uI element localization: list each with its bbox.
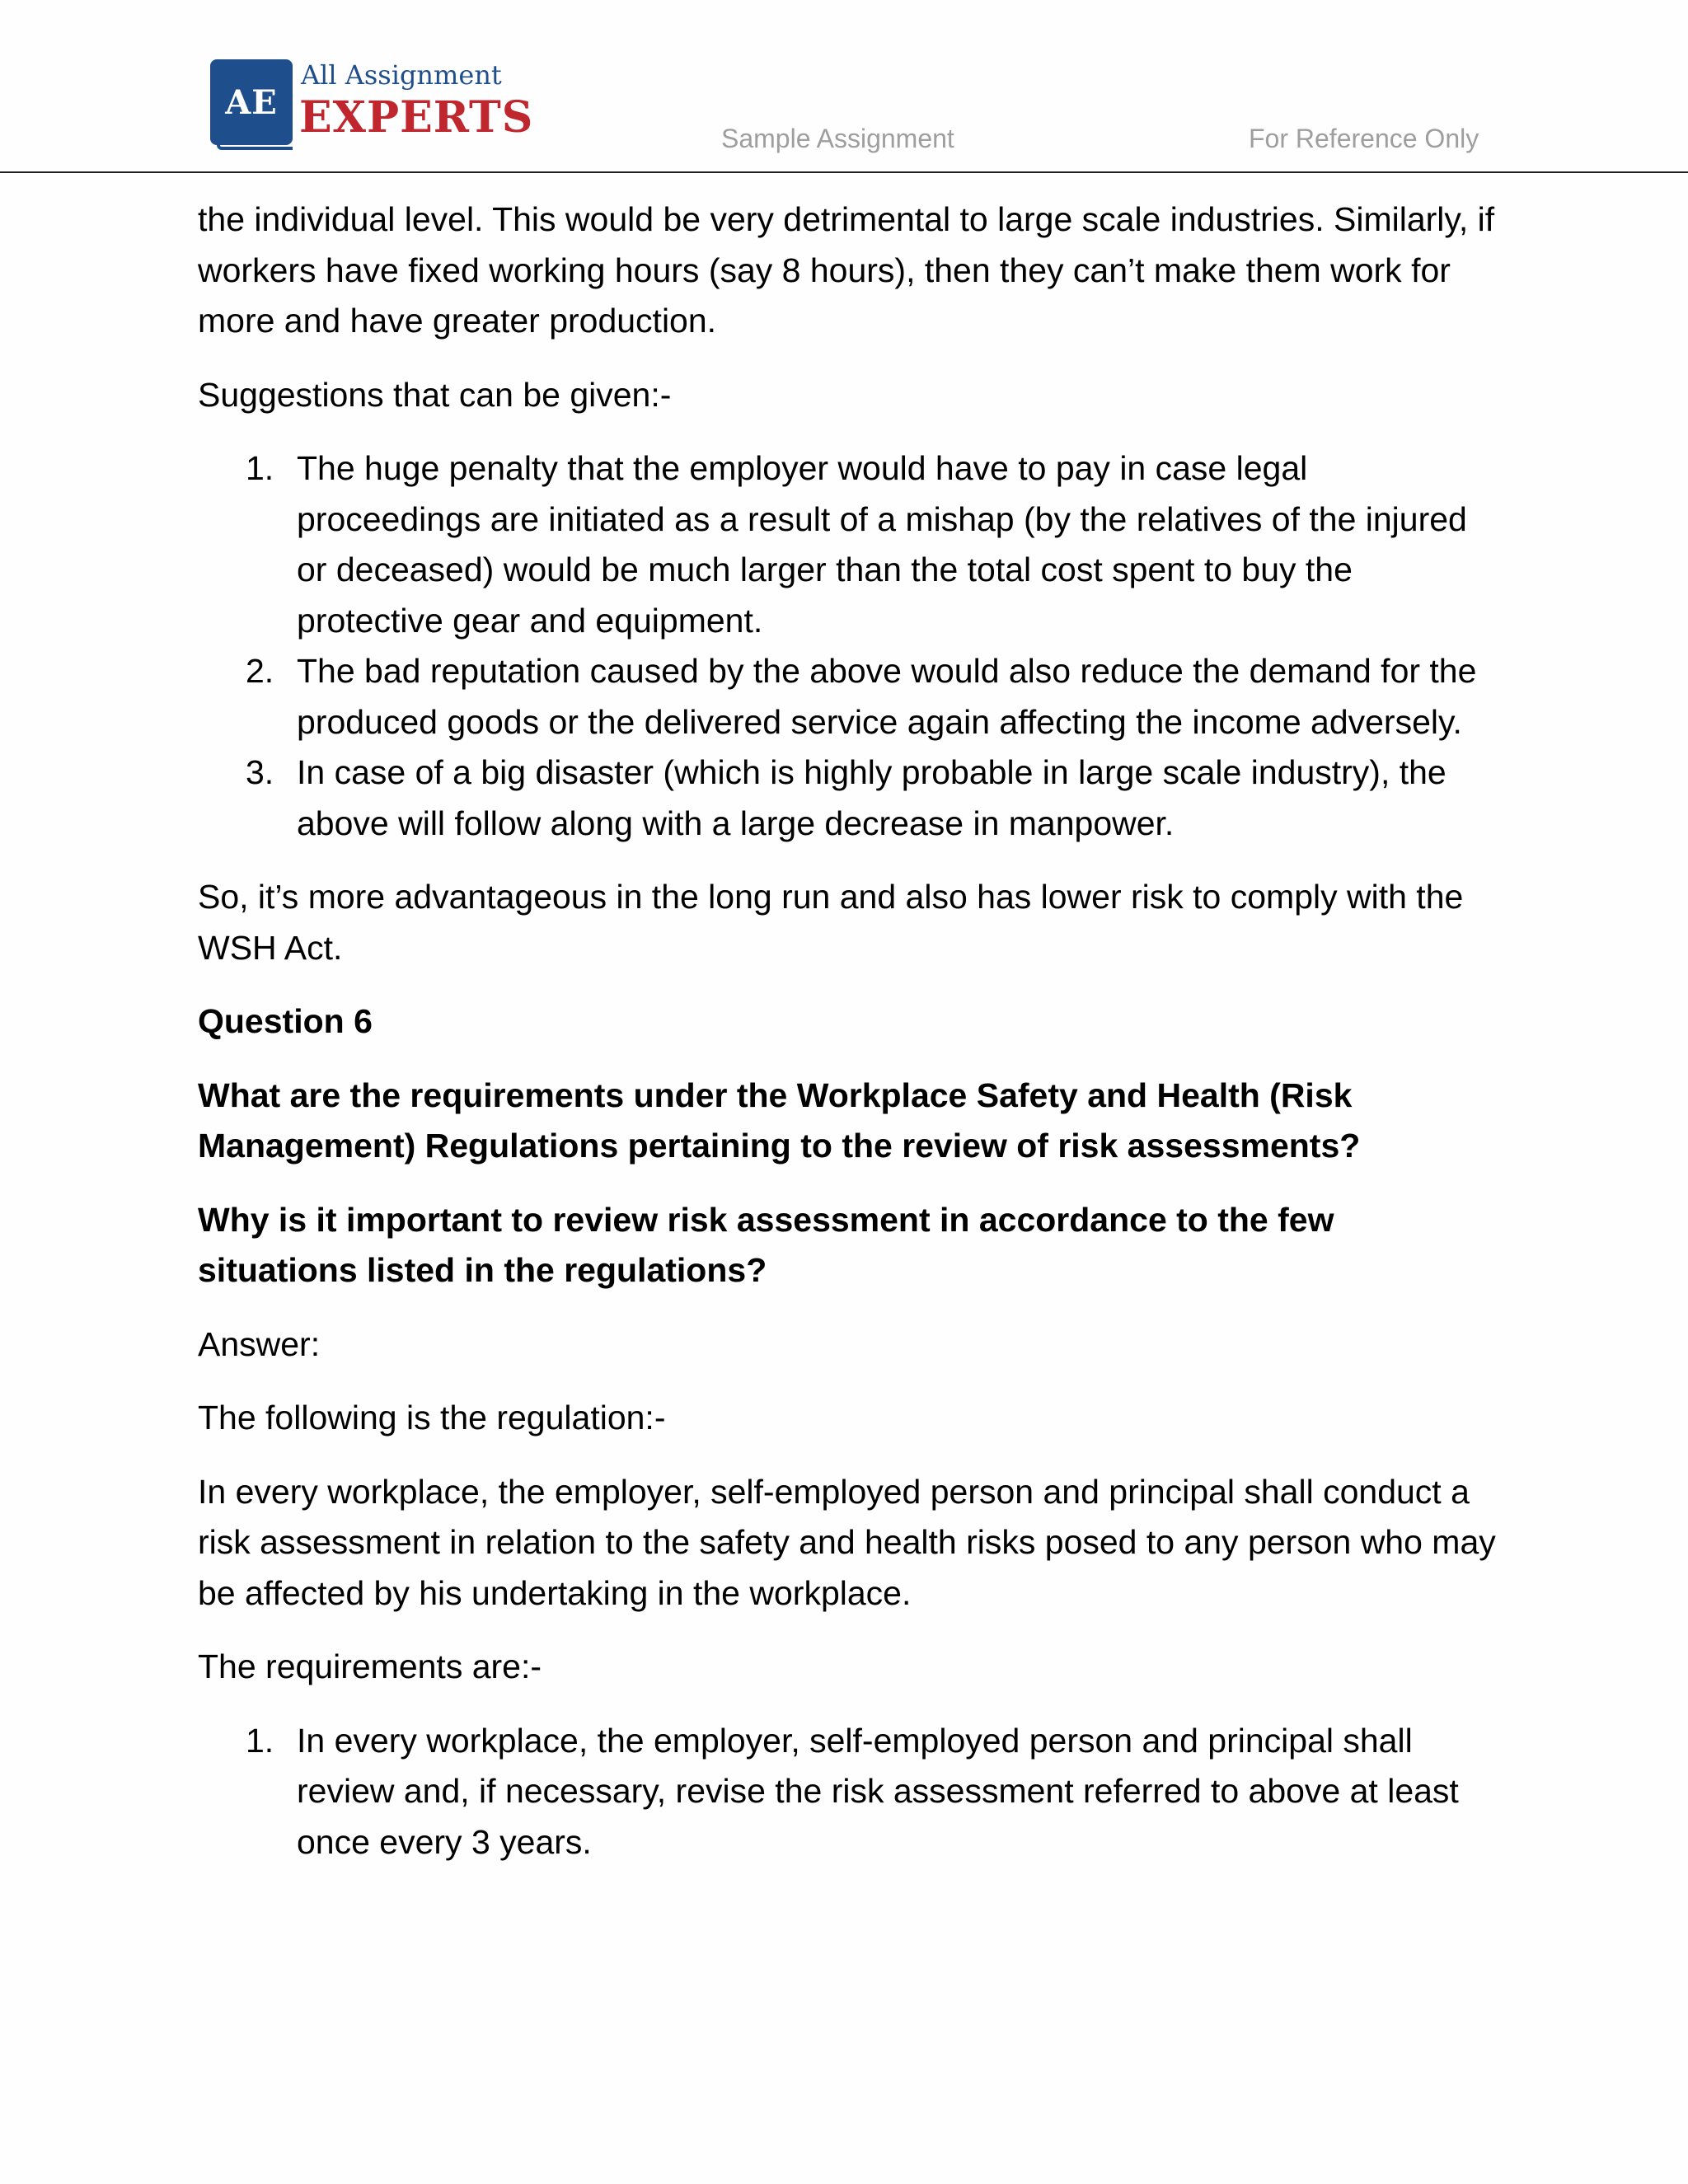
list-number: 2.: [246, 652, 274, 690]
logo-book-icon: [210, 59, 293, 145]
logo-initials: AE: [225, 82, 278, 122]
list-text: In case of a big disaster (which is highly probable in large scale industry), the above will follow along with a large decrease in manpower.: [297, 753, 1447, 842]
suggestions-heading: Suggestions that can be given:-: [198, 375, 672, 414]
question-title: Question 6: [198, 1002, 373, 1040]
list-item: [198, 748, 1500, 849]
question-part-2: Why is it important to review risk assessment in accordance to the few situations listed in the regulations?: [198, 1200, 1334, 1289]
document-body: [198, 194, 1500, 1891]
logo-line-1: All Assignment: [301, 59, 502, 91]
list-item: [198, 443, 1500, 646]
list-text: In every workplace, the employer, self-employed person and principal shall review and, if necessary, revise the risk assessment referred to above at least once every 3 years.: [297, 1721, 1459, 1861]
regulation-intro: The following is the regulation:-: [198, 1399, 666, 1436]
company-logo: [210, 59, 534, 150]
requirements-list: [198, 1716, 1500, 1868]
paragraph-continuation: the individual level. This would be very detrimental to large scale industries. Similarly, if workers have fixed working hours (say 8 hours), then they can’t make them work for more and have greater production.: [198, 200, 1495, 340]
list-number: 1.: [246, 449, 274, 487]
answer-label: Answer:: [198, 1324, 321, 1363]
regulation-text: In every workplace, the employer, self-employed person and principal shall conduct a risk assessment in relation to the safety and health risks posed to any person who may be affected by his undertaking in the workplace.: [198, 1472, 1496, 1612]
header-reference-label: For Reference Only: [1249, 124, 1479, 153]
list-text: The huge penalty that the employer would have to pay in case legal proceedings are initiated as a result of a mishap (by the relatives of the injured or deceased) would be much larger than the total cost spent to buy the protective gear and equipment.: [297, 449, 1467, 640]
list-item: [198, 646, 1500, 748]
list-number: 1.: [246, 1721, 274, 1760]
header-sample-label: Sample Assignment: [721, 124, 954, 153]
paragraph-conclusion: So, it’s more advantageous in the long run and also has lower risk to comply with the WSH Act.: [198, 878, 1464, 967]
suggestions-list: [198, 443, 1500, 849]
list-number: 3.: [246, 753, 274, 791]
logo-line-2: EXPERTS: [299, 92, 534, 143]
question-part-1: What are the requirements under the Workplace Safety and Health (Risk Management) Regulations pertaining to the review of risk assessments?: [198, 1076, 1361, 1165]
list-text: The bad reputation caused by the above would also reduce the demand for the produced goods or the delivered service again affecting the income adversely.: [297, 652, 1477, 741]
header-divider: [0, 171, 1688, 173]
list-item: [198, 1716, 1500, 1868]
page-header: [0, 0, 1688, 175]
requirements-heading: The requirements are:-: [198, 1647, 542, 1685]
